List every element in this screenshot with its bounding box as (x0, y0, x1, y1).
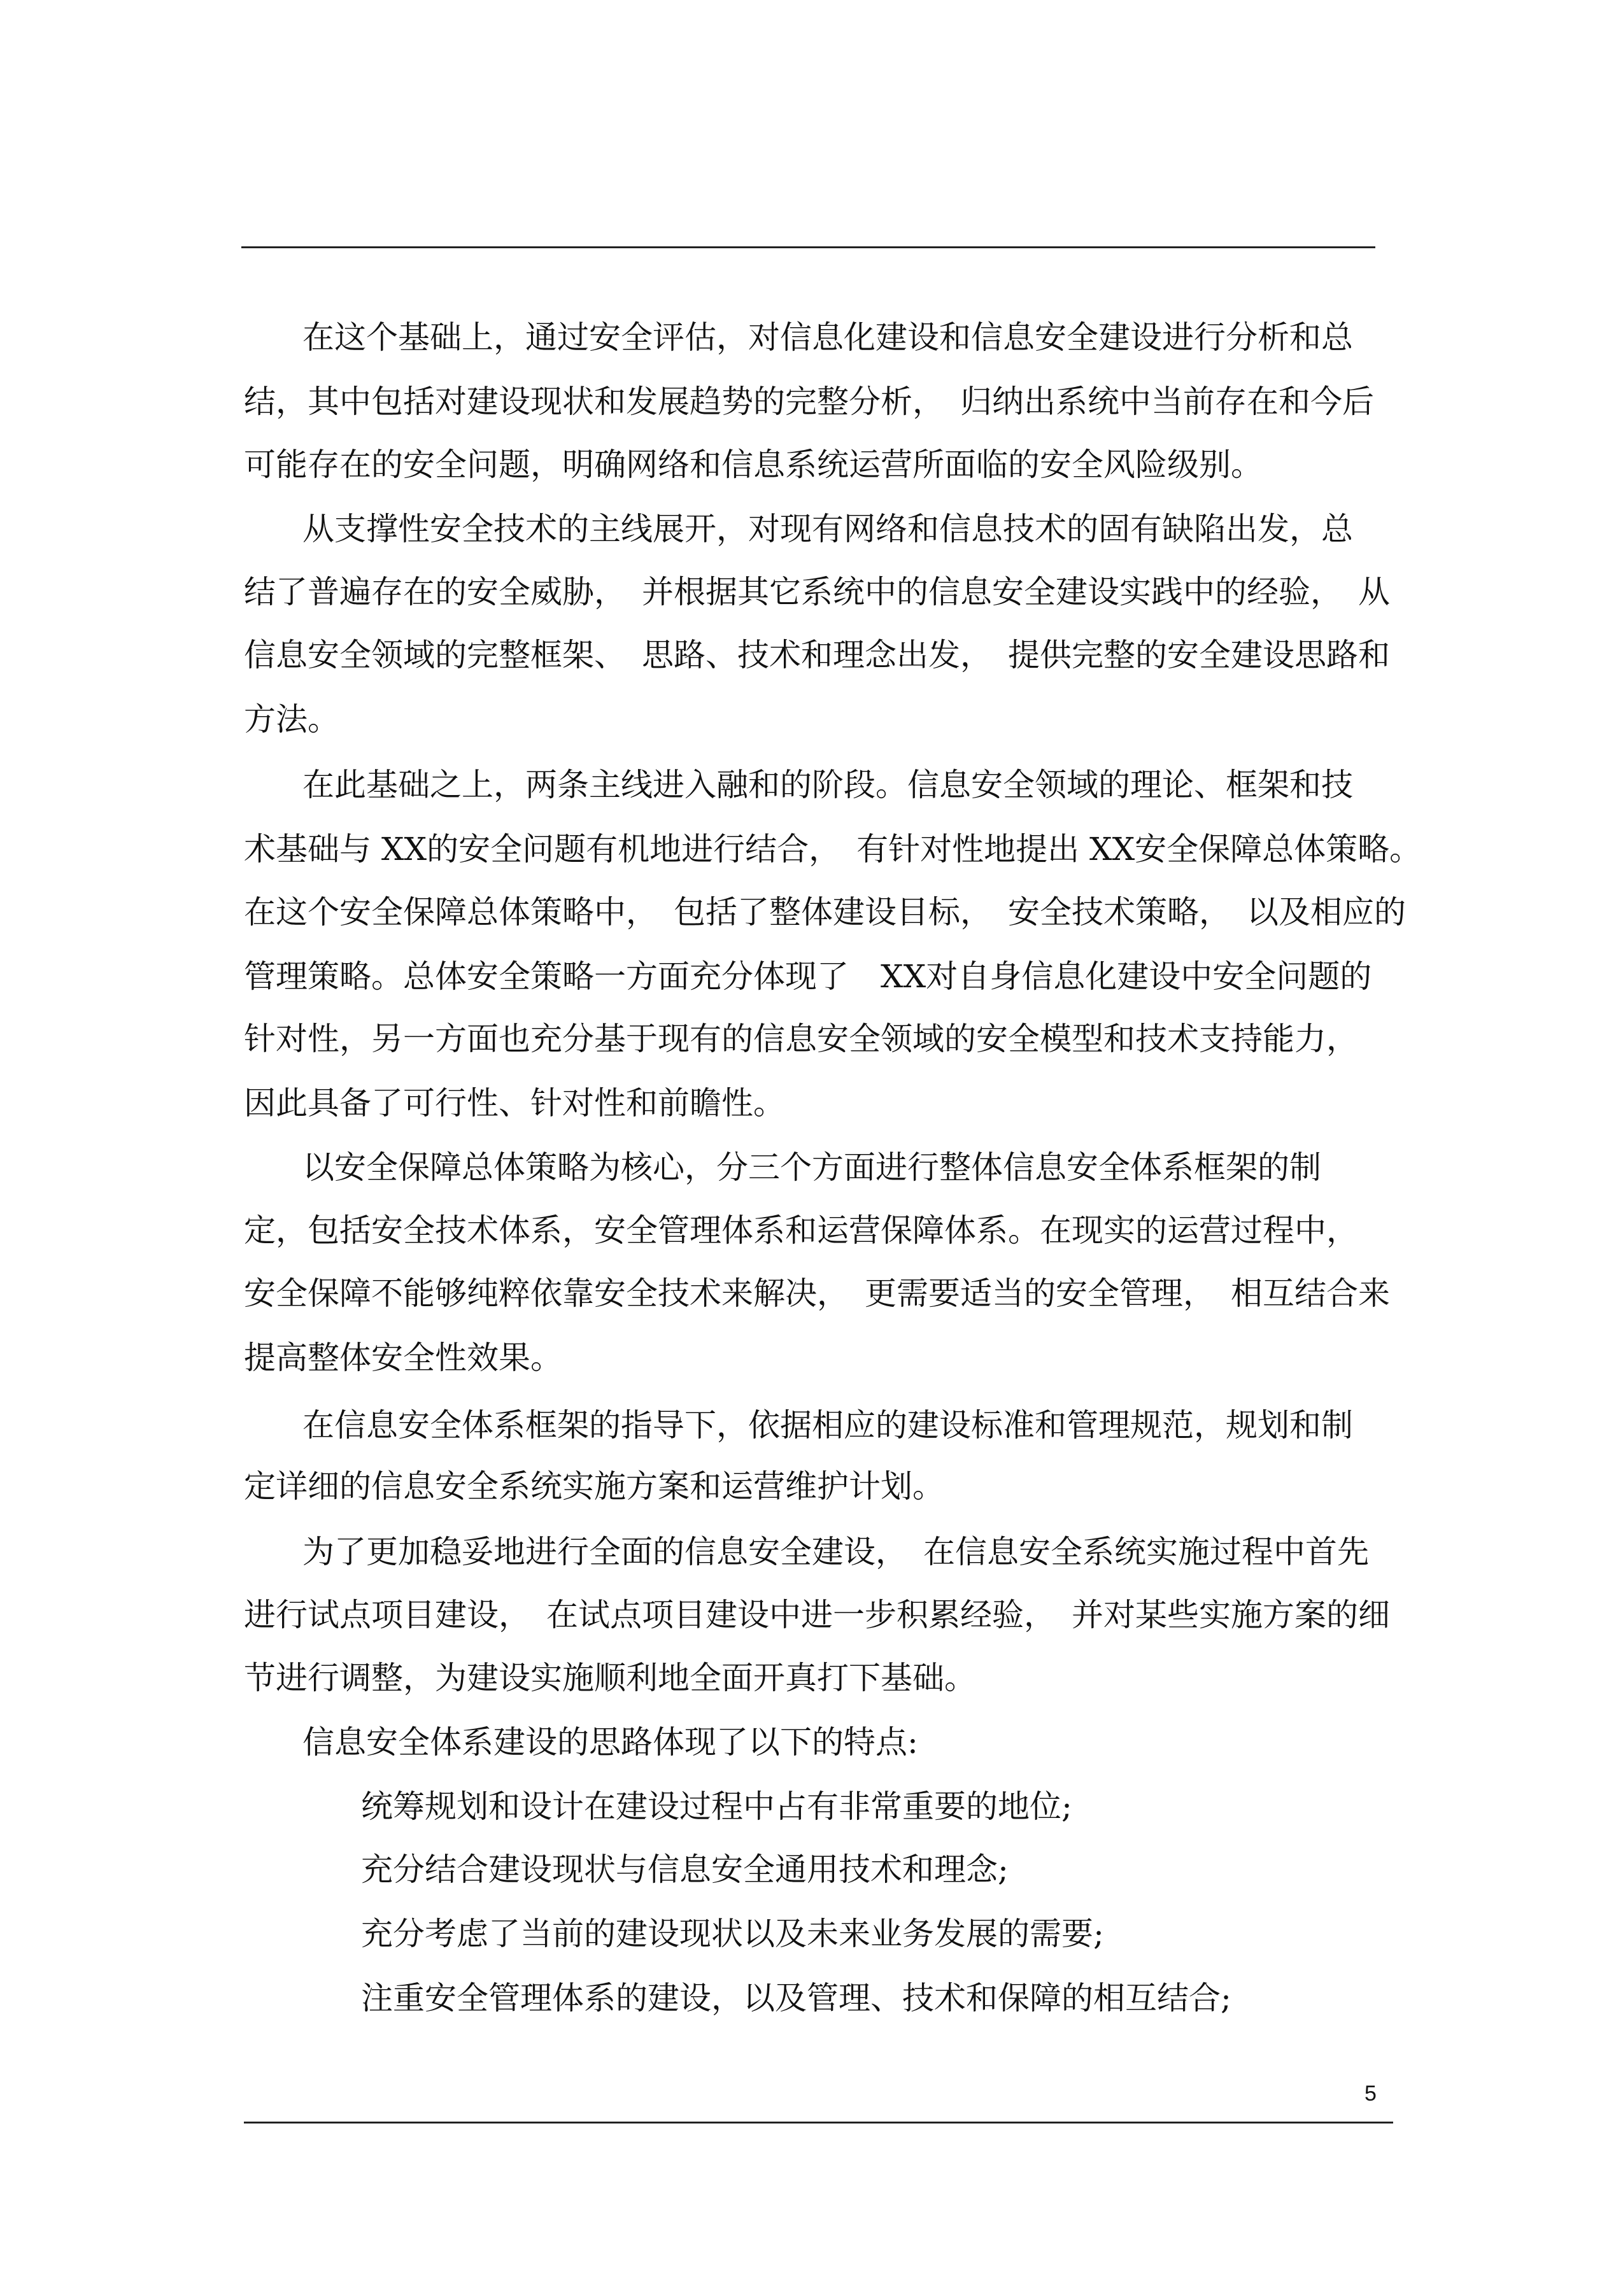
paragraph-line: 针对性，另一方面也充分基于现有的信息安全领域的安全模型和技术支持能力， (244, 1020, 1358, 1057)
paragraph-line: 进行试点项目建设， 在试点项目建设中进一步积累经验， 并对某些实施方案的细 (244, 1596, 1390, 1633)
page-number: 5 (1364, 2081, 1377, 2106)
list-item: 充分考虑了当前的建设现状以及未来业务发展的需要; (361, 1915, 1104, 1952)
paragraph-line: 定详细的信息安全系统实施方案和运营维护计划。 (244, 1468, 944, 1505)
list-item: 统筹规划和设计在建设过程中占有非常重要的地位; (361, 1788, 1072, 1825)
paragraph-line: 为了更加稳妥地进行全面的信息安全建设， 在信息安全系统实施过程中首先 (302, 1533, 1369, 1570)
paragraph-line: 在这个基础上，通过安全评估，对信息化建设和信息安全建设进行分析和总 (302, 319, 1353, 356)
paragraph-line: 结了普遍存在的安全威胁， 并根据其它系统中的信息安全建设实践中的经验， 从 (244, 574, 1390, 610)
paragraph-line: 安全保障不能够纯粹依靠安全技术来解决， 更需要适当的安全管理， 相互结合来 (244, 1275, 1390, 1312)
paragraph-line: 在这个安全保障总体策略中， 包括了整体建设目标， 安全技术策略， 以及相应的 (244, 894, 1406, 931)
paragraph-line: 可能存在的安全问题，明确网络和信息系统运营所面临的安全风险级别。 (244, 446, 1263, 483)
paragraph-line: 以安全保障总体策略为核心，分三个方面进行整体信息安全体系框架的制 (302, 1149, 1321, 1186)
footer-rule (244, 2122, 1393, 2123)
paragraph-line: 提高整体安全性效果。 (244, 1339, 562, 1376)
paragraph-line: 方法。 (244, 701, 339, 738)
paragraph-line: 因此具备了可行性、针对性和前瞻性。 (244, 1085, 785, 1122)
header-rule (241, 246, 1375, 248)
paragraph-line: 信息安全领域的完整框架、 思路、技术和理念出发， 提供完整的安全建设思路和 (244, 637, 1390, 673)
paragraph-line: 从支撑性安全技术的主线展开，对现有网络和信息技术的固有缺陷出发，总 (302, 511, 1353, 547)
paragraph-line: 结，其中包括对建设现状和发展趋势的完整分析， 归纳出系统中当前存在和今后 (244, 383, 1374, 420)
paragraph-line: 在信息安全体系框架的指导下，依据相应的建设标准和管理规范，规划和制 (302, 1407, 1353, 1444)
paragraph-line: 在此基础之上，两条主线进入融和的阶段。信息安全领域的理论、框架和技 (302, 766, 1353, 803)
paragraph-line: 节进行调整，为建设实施顺利地全面开真打下基础。 (244, 1659, 976, 1696)
list-item: 注重安全管理体系的建设，以及管理、技术和保障的相互结合; (361, 1980, 1231, 2017)
paragraph-line: 定，包括安全技术体系，安全管理体系和运营保障体系。在现实的运营过程中， (244, 1212, 1358, 1249)
list-item: 充分结合建设现状与信息安全通用技术和理念; (361, 1851, 1009, 1888)
paragraph-line: 管理策略。总体安全策略一方面充分体现了 XX对自身信息化建设中安全问题的 (244, 958, 1372, 995)
paragraph-line: 信息安全体系建设的思路体现了以下的特点: (302, 1724, 918, 1761)
paragraph-line: 术基础与 XX的安全问题有机地进行结合， 有针对性地提出 XX安全保障总体策略。 (244, 831, 1422, 868)
